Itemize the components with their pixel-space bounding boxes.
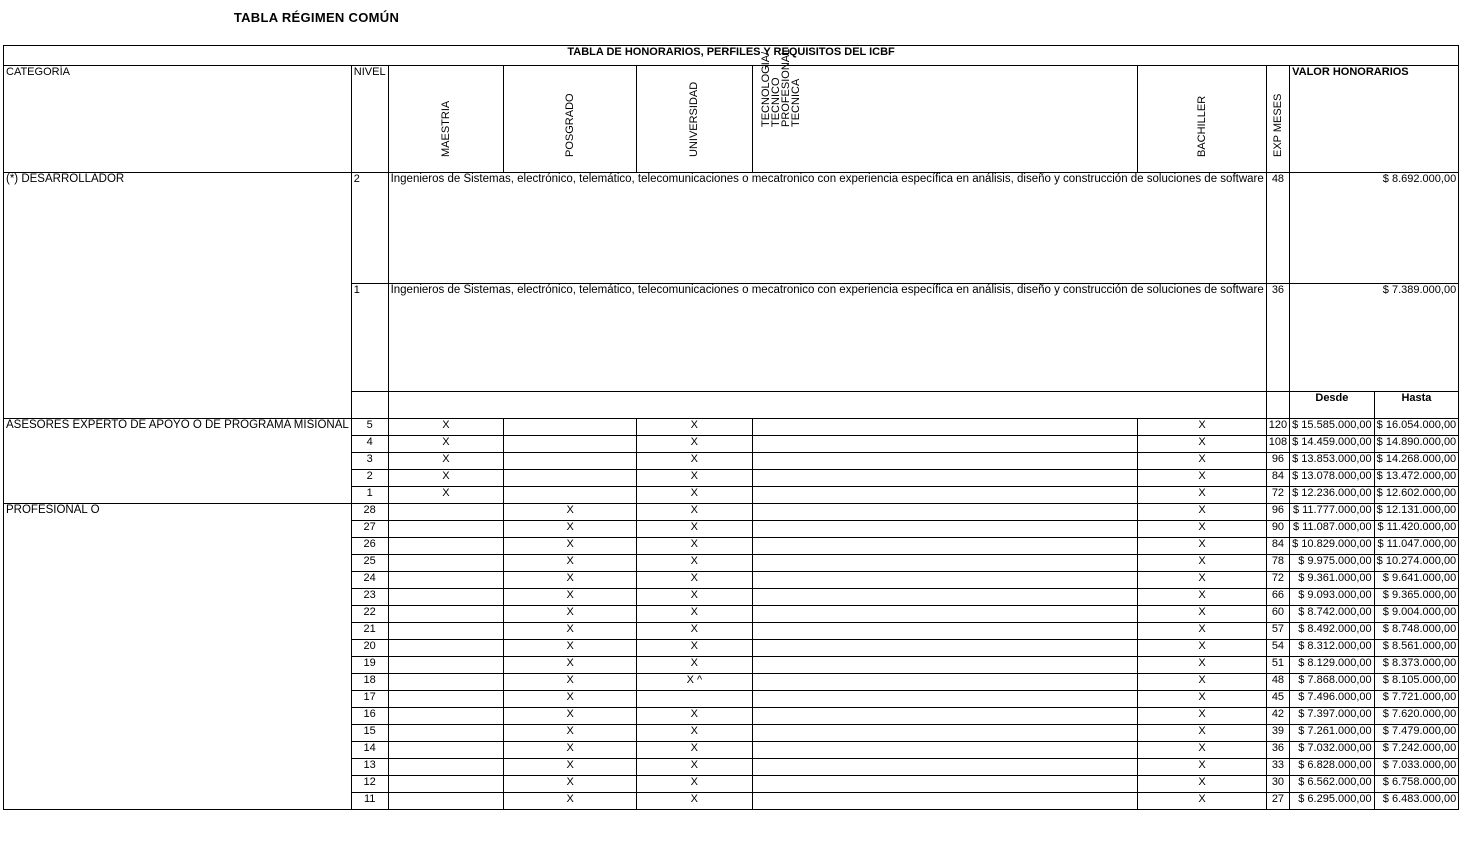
category-asesores: ASESORES EXPERTO DE APOYO O DE PROGRAMA MISIONAL xyxy=(4,419,352,504)
maestria-cell xyxy=(388,521,504,538)
exp-cell: 39 xyxy=(1266,725,1289,742)
exp-cell: 66 xyxy=(1266,589,1289,606)
desde-cell: $ 8.312.000,00 xyxy=(1290,640,1375,657)
universidad-cell: X xyxy=(637,419,753,436)
posgrado-cell: X xyxy=(504,538,637,555)
header-tecnologia-line: TECNICO xyxy=(769,77,782,127)
desde-cell: $ 7.261.000,00 xyxy=(1290,725,1375,742)
universidad-cell: X xyxy=(637,470,753,487)
exp-cell: 51 xyxy=(1266,657,1289,674)
tecnologia-cell xyxy=(752,674,1138,691)
bachiller-cell: X xyxy=(1138,640,1267,657)
universidad-cell: X xyxy=(637,555,753,572)
bachiller-cell: X xyxy=(1138,725,1267,742)
tecnologia-cell xyxy=(752,538,1138,555)
nivel-cell: 2 xyxy=(351,173,388,284)
universidad-cell: X xyxy=(637,776,753,793)
posgrado-cell: X xyxy=(504,776,637,793)
maestria-cell xyxy=(388,691,504,708)
hasta-cell: $ 12.131.000,00 xyxy=(1374,504,1459,521)
hasta-cell: $ 8.373.000,00 xyxy=(1374,657,1459,674)
maestria-cell: X xyxy=(388,419,504,436)
maestria-cell xyxy=(388,504,504,521)
posgrado-cell: X xyxy=(504,742,637,759)
nivel-cell: 4 xyxy=(351,436,388,453)
desde-cell: $ 13.853.000,00 xyxy=(1290,453,1375,470)
nivel-cell: 14 xyxy=(351,742,388,759)
header-maestria: MAESTRIA xyxy=(388,66,504,173)
maestria-cell xyxy=(388,572,504,589)
nivel-cell: 16 xyxy=(351,708,388,725)
fees-table xyxy=(3,45,1459,810)
page-title: TABLA RÉGIMEN COMÚN xyxy=(233,10,400,25)
tecnologia-cell xyxy=(752,725,1138,742)
universidad-cell: X xyxy=(637,623,753,640)
hasta-cell: $ 11.420.000,00 xyxy=(1374,521,1459,538)
nivel-cell: 20 xyxy=(351,640,388,657)
tecnologia-cell xyxy=(752,623,1138,640)
bachiller-cell: X xyxy=(1138,453,1267,470)
maestria-cell xyxy=(388,606,504,623)
bachiller-cell: X xyxy=(1138,623,1267,640)
header-universidad: UNIVERSIDAD xyxy=(637,66,753,173)
bachiller-cell: X xyxy=(1138,470,1267,487)
bachiller-cell: X xyxy=(1138,674,1267,691)
nivel-cell: 3 xyxy=(351,453,388,470)
table-row xyxy=(4,504,1459,521)
exp-cell: 48 xyxy=(1266,173,1289,284)
bachiller-cell: X xyxy=(1138,657,1267,674)
maestria-cell xyxy=(388,759,504,776)
posgrado-cell: X xyxy=(504,572,637,589)
tecnologia-cell xyxy=(752,572,1138,589)
hasta-cell: $ 9.004.000,00 xyxy=(1374,606,1459,623)
bachiller-cell: X xyxy=(1138,776,1267,793)
header-desde: Desde xyxy=(1290,392,1375,419)
posgrado-cell: X xyxy=(504,708,637,725)
category-desarrollador: (*) DESARROLLADOR xyxy=(4,173,352,419)
exp-cell: 108 xyxy=(1266,436,1289,453)
tecnologia-cell xyxy=(752,708,1138,725)
empty-cell xyxy=(1266,392,1289,419)
exp-cell: 120 xyxy=(1266,419,1289,436)
desde-cell: $ 11.777.000,00 xyxy=(1290,504,1375,521)
hasta-cell: $ 14.268.000,00 xyxy=(1374,453,1459,470)
desde-cell: $ 8.129.000,00 xyxy=(1290,657,1375,674)
header-tecnologia xyxy=(752,48,1138,173)
posgrado-cell: X xyxy=(504,725,637,742)
header-tecnologia-text xyxy=(761,27,801,127)
posgrado-cell xyxy=(504,419,637,436)
bachiller-cell: X xyxy=(1138,793,1267,810)
maestria-cell xyxy=(388,657,504,674)
exp-cell: 57 xyxy=(1266,623,1289,640)
maestria-cell xyxy=(388,555,504,572)
exp-cell: 36 xyxy=(1266,742,1289,759)
desde-cell: $ 6.295.000,00 xyxy=(1290,793,1375,810)
universidad-cell: X xyxy=(637,504,753,521)
desde-cell: $ 9.361.000,00 xyxy=(1290,572,1375,589)
hasta-cell: $ 10.274.000,00 xyxy=(1374,555,1459,572)
nivel-cell: 28 xyxy=(351,504,388,521)
nivel-cell: 26 xyxy=(351,538,388,555)
table-title: TABLA DE HONORARIOS, PERFILES Y REQUISITOS DEL ICBF xyxy=(4,46,1459,66)
desde-cell: $ 6.562.000,00 xyxy=(1290,776,1375,793)
exp-cell: 54 xyxy=(1266,640,1289,657)
posgrado-cell xyxy=(504,453,637,470)
posgrado-cell xyxy=(504,436,637,453)
universidad-cell xyxy=(637,691,753,708)
bachiller-cell: X xyxy=(1138,708,1267,725)
desde-cell: $ 9.093.000,00 xyxy=(1290,589,1375,606)
desde-cell: $ 7.868.000,00 xyxy=(1290,674,1375,691)
header-tecnologia-line: PROFESIONAL xyxy=(779,48,792,127)
maestria-cell xyxy=(388,640,504,657)
bachiller-cell: X xyxy=(1138,487,1267,504)
maestria-cell xyxy=(388,793,504,810)
universidad-cell: X xyxy=(637,453,753,470)
universidad-cell: X xyxy=(637,606,753,623)
bachiller-cell: X xyxy=(1138,606,1267,623)
hasta-cell: $ 9.365.000,00 xyxy=(1374,589,1459,606)
header-valor-honorarios: VALOR HONORARIOS xyxy=(1290,66,1459,173)
exp-cell: 72 xyxy=(1266,487,1289,504)
exp-cell: 84 xyxy=(1266,538,1289,555)
exp-cell: 30 xyxy=(1266,776,1289,793)
universidad-cell: X xyxy=(637,742,753,759)
maestria-cell xyxy=(388,708,504,725)
nivel-cell: 12 xyxy=(351,776,388,793)
header-tecnologia-line: TECNOLOGIA/ xyxy=(759,51,772,127)
maestria-cell xyxy=(388,589,504,606)
desde-cell: $ 8.742.000,00 xyxy=(1290,606,1375,623)
exp-cell: 45 xyxy=(1266,691,1289,708)
maestria-cell xyxy=(388,776,504,793)
tecnologia-cell xyxy=(752,759,1138,776)
header-posgrado: POSGRADO xyxy=(504,66,637,173)
tecnologia-cell xyxy=(752,776,1138,793)
tecnologia-cell xyxy=(752,521,1138,538)
universidad-cell: X xyxy=(637,538,753,555)
hasta-cell: $ 7.033.000,00 xyxy=(1374,759,1459,776)
hasta-cell: $ 12.602.000,00 xyxy=(1374,487,1459,504)
nivel-cell: 17 xyxy=(351,691,388,708)
tecnologia-cell xyxy=(752,691,1138,708)
hasta-cell: $ 7.721.000,00 xyxy=(1374,691,1459,708)
nivel-cell: 1 xyxy=(351,284,388,392)
posgrado-cell: X xyxy=(504,589,637,606)
tecnologia-cell xyxy=(752,470,1138,487)
header-tecnologia-line: TECNICA xyxy=(789,78,802,127)
nivel-cell: 2 xyxy=(351,470,388,487)
tecnologia-cell xyxy=(752,657,1138,674)
desde-cell: $ 14.459.000,00 xyxy=(1290,436,1375,453)
bachiller-cell: X xyxy=(1138,742,1267,759)
universidad-cell: X xyxy=(637,487,753,504)
maestria-cell: X xyxy=(388,453,504,470)
hasta-cell: $ 8.561.000,00 xyxy=(1374,640,1459,657)
exp-cell: 48 xyxy=(1266,674,1289,691)
universidad-cell: X xyxy=(637,657,753,674)
posgrado-cell: X xyxy=(504,640,637,657)
nivel-cell: 5 xyxy=(351,419,388,436)
hasta-cell: $ 16.054.000,00 xyxy=(1374,419,1459,436)
desde-cell: $ 7.397.000,00 xyxy=(1290,708,1375,725)
universidad-cell: X xyxy=(637,759,753,776)
nivel-cell: 23 xyxy=(351,589,388,606)
hasta-cell: $ 8.105.000,00 xyxy=(1374,674,1459,691)
hasta-cell: $ 7.479.000,00 xyxy=(1374,725,1459,742)
header-bachiller: BACHILLER xyxy=(1138,66,1267,173)
universidad-cell: X xyxy=(637,708,753,725)
desde-cell: $ 12.236.000,00 xyxy=(1290,487,1375,504)
hasta-cell: $ 6.758.000,00 xyxy=(1374,776,1459,793)
bachiller-cell: X xyxy=(1138,759,1267,776)
tecnologia-cell xyxy=(752,487,1138,504)
hasta-cell: $ 7.620.000,00 xyxy=(1374,708,1459,725)
posgrado-cell xyxy=(504,470,637,487)
bachiller-cell: X xyxy=(1138,504,1267,521)
tecnologia-cell xyxy=(752,453,1138,470)
header-nivel: NIVEL xyxy=(351,66,388,173)
tecnologia-cell xyxy=(752,742,1138,759)
category-profesional: PROFESIONAL O xyxy=(4,504,352,810)
exp-cell: 96 xyxy=(1266,504,1289,521)
desde-cell: $ 7.032.000,00 xyxy=(1290,742,1375,759)
profile-cell: Ingenieros de Sistemas, electrónico, telemático, telecomunicaciones o mecatronico con experiencia específica en análisis, diseño y construcción de soluciones de software xyxy=(388,173,1266,284)
universidad-cell: X xyxy=(637,436,753,453)
universidad-cell: X xyxy=(637,640,753,657)
posgrado-cell: X xyxy=(504,691,637,708)
table-row xyxy=(4,419,1459,436)
header-categoria: CATEGORÍA xyxy=(4,66,352,173)
tecnologia-cell xyxy=(752,555,1138,572)
posgrado-cell: X xyxy=(504,657,637,674)
nivel-cell: 13 xyxy=(351,759,388,776)
tecnologia-cell xyxy=(752,504,1138,521)
universidad-cell: X xyxy=(637,589,753,606)
empty-cell xyxy=(351,392,388,419)
tecnologia-cell xyxy=(752,640,1138,657)
exp-cell: 27 xyxy=(1266,793,1289,810)
bachiller-cell: X xyxy=(1138,538,1267,555)
desde-cell: $ 8.492.000,00 xyxy=(1290,623,1375,640)
hasta-cell: $ 11.047.000,00 xyxy=(1374,538,1459,555)
bachiller-cell: X xyxy=(1138,521,1267,538)
nivel-cell: 18 xyxy=(351,674,388,691)
desde-cell: $ 7.496.000,00 xyxy=(1290,691,1375,708)
hasta-cell: $ 8.748.000,00 xyxy=(1374,623,1459,640)
universidad-cell: X ^ xyxy=(637,674,753,691)
exp-cell: 72 xyxy=(1266,572,1289,589)
maestria-cell xyxy=(388,623,504,640)
maestria-cell xyxy=(388,725,504,742)
nivel-cell: 24 xyxy=(351,572,388,589)
desde-cell: $ 15.585.000,00 xyxy=(1290,419,1375,436)
exp-cell: 33 xyxy=(1266,759,1289,776)
bachiller-cell: X xyxy=(1138,572,1267,589)
nivel-cell: 15 xyxy=(351,725,388,742)
desde-cell: $ 10.829.000,00 xyxy=(1290,538,1375,555)
nivel-cell: 25 xyxy=(351,555,388,572)
valor-cell: $ 8.692.000,00 xyxy=(1290,173,1459,284)
maestria-cell xyxy=(388,742,504,759)
desde-cell: $ 11.087.000,00 xyxy=(1290,521,1375,538)
posgrado-cell: X xyxy=(504,521,637,538)
hasta-cell: $ 9.641.000,00 xyxy=(1374,572,1459,589)
exp-cell: 96 xyxy=(1266,453,1289,470)
table-row xyxy=(4,173,1459,284)
universidad-cell: X xyxy=(637,572,753,589)
universidad-cell: X xyxy=(637,521,753,538)
posgrado-cell: X xyxy=(504,623,637,640)
nivel-cell: 21 xyxy=(351,623,388,640)
bachiller-cell: X xyxy=(1138,419,1267,436)
exp-cell: 90 xyxy=(1266,521,1289,538)
bachiller-cell: X xyxy=(1138,691,1267,708)
valor-cell: $ 7.389.000,00 xyxy=(1290,284,1459,392)
empty-cell xyxy=(388,392,1266,419)
maestria-cell: X xyxy=(388,487,504,504)
posgrado-cell: X xyxy=(504,606,637,623)
bachiller-cell: X xyxy=(1138,589,1267,606)
posgrado-cell: X xyxy=(504,793,637,810)
tecnologia-cell xyxy=(752,589,1138,606)
tecnologia-cell xyxy=(752,793,1138,810)
bachiller-cell: X xyxy=(1138,436,1267,453)
tecnologia-cell xyxy=(752,419,1138,436)
universidad-cell: X xyxy=(637,725,753,742)
exp-cell: 78 xyxy=(1266,555,1289,572)
desde-cell: $ 6.828.000,00 xyxy=(1290,759,1375,776)
maestria-cell xyxy=(388,538,504,555)
posgrado-cell: X xyxy=(504,674,637,691)
maestria-cell: X xyxy=(388,436,504,453)
nivel-cell: 19 xyxy=(351,657,388,674)
exp-cell: 60 xyxy=(1266,606,1289,623)
posgrado-cell xyxy=(504,487,637,504)
bachiller-cell: X xyxy=(1138,555,1267,572)
hasta-cell: $ 7.242.000,00 xyxy=(1374,742,1459,759)
maestria-cell: X xyxy=(388,470,504,487)
desde-cell: $ 13.078.000,00 xyxy=(1290,470,1375,487)
nivel-cell: 11 xyxy=(351,793,388,810)
nivel-cell: 22 xyxy=(351,606,388,623)
desde-cell: $ 9.975.000,00 xyxy=(1290,555,1375,572)
posgrado-cell: X xyxy=(504,759,637,776)
nivel-cell: 27 xyxy=(351,521,388,538)
hasta-cell: $ 13.472.000,00 xyxy=(1374,470,1459,487)
universidad-cell: X xyxy=(637,793,753,810)
header-exp-meses: EXP MESES xyxy=(1266,66,1289,173)
posgrado-cell: X xyxy=(504,504,637,521)
exp-cell: 42 xyxy=(1266,708,1289,725)
nivel-cell: 1 xyxy=(351,487,388,504)
hasta-cell: $ 6.483.000,00 xyxy=(1374,793,1459,810)
maestria-cell xyxy=(388,674,504,691)
posgrado-cell: X xyxy=(504,555,637,572)
exp-cell: 36 xyxy=(1266,284,1289,392)
hasta-cell: $ 14.890.000,00 xyxy=(1374,436,1459,453)
tecnologia-cell xyxy=(752,606,1138,623)
header-hasta: Hasta xyxy=(1374,392,1459,419)
tecnologia-cell xyxy=(752,436,1138,453)
profile-cell: Ingenieros de Sistemas, electrónico, telemático, telecomunicaciones o mecatronico con experiencia específica en análisis, diseño y construcción de soluciones de software xyxy=(388,284,1266,392)
exp-cell: 84 xyxy=(1266,470,1289,487)
